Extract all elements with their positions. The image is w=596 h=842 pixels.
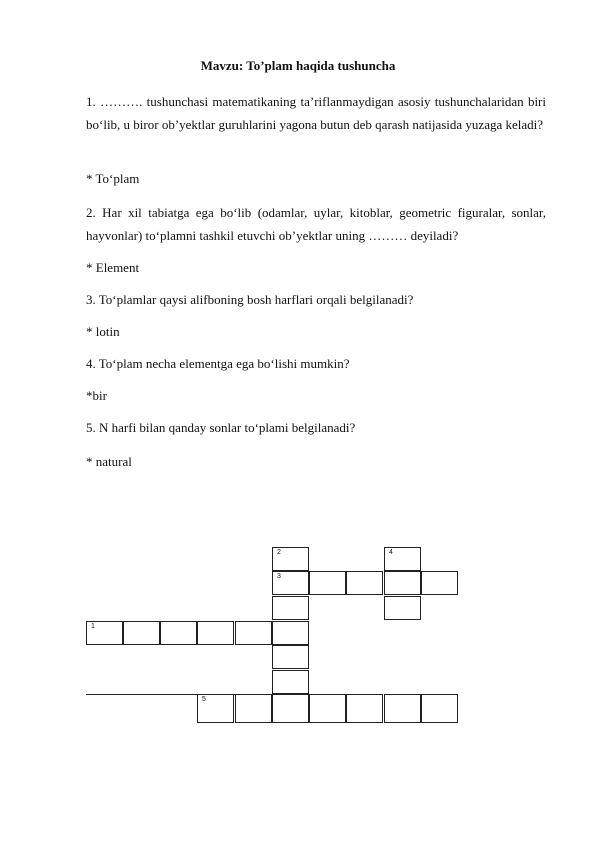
crossword-cell[interactable] [421,571,458,595]
crossword-cell[interactable] [272,645,309,669]
crossword-cell[interactable] [272,670,309,694]
crossword-cell[interactable] [272,547,309,571]
crossword-cell[interactable] [384,596,421,620]
answer-5: * natural [86,454,132,469]
question-5: 5. N harfi bilan qanday sonlar to‘plami belgilanadi? [86,420,356,435]
crossword-cell[interactable] [86,621,123,645]
crossword-cell[interactable] [384,571,421,595]
crossword-cell[interactable] [272,694,309,723]
clue-number-4: 4 [389,549,393,556]
crossword-cell[interactable] [197,621,234,645]
crossword-cell[interactable] [309,694,346,723]
answer-4: *bir [86,388,107,403]
page-title: Mavzu: To’plam haqida tushuncha [200,58,396,73]
crossword-cell[interactable] [235,694,272,723]
answer-1: * To‘plam [86,171,140,186]
crossword-cell[interactable] [123,621,160,645]
question-2: 2. Har xil tabiatga ega bo‘lib (odamlar, uylar, kitoblar, geometric figuralar, sonlar, hayvonlar) to‘plamni tashkil etuvchi ob’yektlar uning ……… deyiladi? [86,205,546,243]
crossword-cell[interactable] [197,694,234,723]
question-1: 1. ………. tushunchasi matematikaning ta’riflanmaydigan asosiy tushunchalaridan biri bo‘lib, u biror ob’yektlar guruhlarini yagona butun deb qarash natijasida yuzaga keladi? [86,94,546,132]
answer-2: * Element [86,260,140,275]
clue-number-1: 1 [91,623,95,630]
crossword-cell[interactable] [384,694,421,723]
question-4: 4. To‘plam necha elementga ega bo‘lishi mumkin? [86,356,350,371]
answer-3: * lotin [86,324,120,339]
crossword-cell[interactable] [346,694,383,723]
crossword-cell[interactable] [384,547,421,571]
crossword-cell[interactable] [272,571,309,595]
crossword-cell[interactable] [272,621,309,645]
crossword-cell[interactable] [235,621,272,645]
clue-number-3: 3 [277,573,281,580]
clue-number-5: 5 [202,696,206,703]
crossword-cell[interactable] [309,571,346,595]
crossword-cell[interactable] [272,596,309,620]
crossword-cell[interactable] [346,571,383,595]
question-3: 3. To‘plamlar qaysi alifboning bosh harflari orqali belgilanadi? [86,292,414,307]
crossword-cell[interactable] [160,621,197,645]
clue-number-2: 2 [277,549,281,556]
crossword-cell[interactable] [421,694,458,723]
